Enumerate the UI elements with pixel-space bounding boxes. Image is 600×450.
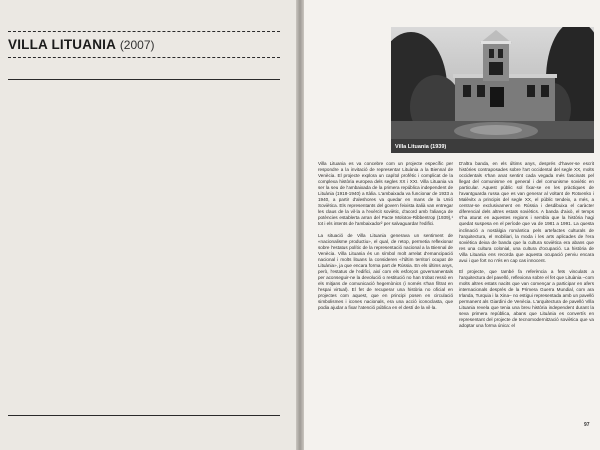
left-page: [0, 0, 299, 450]
paragraph: La situació de Villa Lituania generava un sentiment de «nacionalisme productiu», el qual, de retop, permetia reflexionar sobre l'estatus polític de la representació nacional a la Biennal de Venècia. Villa Lituania és un símbol molt arrelat d'emancipació nacional i molts lituans la consideren «l'últim territori ocupat de Lituània», ja que encara forma part de Rússia. En els últims anys, però, l'estatus de l'edifici, així com els esforços governamentals per aconseguir-ne la devolució o restitució no han trobat ressò en els mitjans de comunicació hegemònics (i només s'han filtrat en l'espai virtual). El fet de recuperar una història no oficial en projectes com aquest, que en principi posen en circulació simbolismes i icones nacionals, era una acció iconoclasta, que podia ajudar a fixar l'atenció pública en el destí de la vil·la.: [318, 232, 453, 311]
page-number: 97: [584, 422, 590, 428]
title-name: VILLA LITUANIA: [8, 37, 117, 52]
photo-caption: Villa Lituania (1939): [395, 144, 447, 150]
text-column-left: [318, 161, 453, 316]
villa-photo-image: [391, 27, 594, 153]
villa-photo: [391, 27, 594, 153]
paragraph: El projecte, que també fa referència a fets vinculats a l'arquitectura del pavelló, reflexiona sobre el fet que Lituània –com molts altres estats nacits que van començar a participar en afers internacionals després de la Primera Guerra Mundial, com ara Irlanda, Turquia i la Xina– no estigui representada amb un pavelló permanent als Giardini de Venècia. L'arquitectura de pavelló Villa Lituania revela que tenia una breu història independent durant la seva primera república, abans que Lituània es convertís en representant del projecte de tecnomodernització soviètica que va adoptar una forma única: el: [459, 268, 594, 329]
page-title: [8, 37, 155, 52]
paragraph: Villa Lituania es va concebre com un projecte específic per respondre a la invitació de representar Lituània a la Biennal de Venècia. El projecte explora un capítol profètic i complicat de la complexa història europea dels segles XX i XXI. Villa Lituania va ser la seu de l'ambaixada de la primera república independent de Lituània (1918-1940) a Itàlia. L'ambaixada va funcionar de 1933 a 1940, a partir d'aleshores va quedar en mans de la Unió Soviètica. Els representants del govern feixista italià van entregar les claus de la vil·la a l'exèrcit soviètic, d'acord amb l'aliança de potències establerta arran del Pacte Molotov-Ribbentrop (1939),¹ tot i els intents de l'ambaixador² per salvaguardar l'edifici.: [318, 161, 453, 227]
text-column-right: [459, 161, 594, 334]
left-rule-top: [8, 79, 280, 80]
title-bottom-dashed-rule: [8, 57, 280, 58]
paragraph: D'altra banda, en els últims anys, després d'haver-se escrit històries contraposades sobre l'art occidental del segle XX, molts occidentals s'han anat sentint cada vegada més fascinats pel llegat del comunisme en general i del comunisme soviètic en particular. Aquest públic sol fixar-se en les pràctiques de l'avantguarda russa que es van generar al voltant de Rotxenko i Malèvitx a principis del segle XX, el públic tendeix, a més, a centrar-se exclusivament en Rússia i desdibuixa el caràcter diferencial dels altres estats soviètics. A banda d'això, el temps s'ha aturat en aquestes regions i sembla que la història hagi quedat suspesa en el període que va de 1981 a 1991. La questa inclinació a nostàlgia romàntica pels artefactes culturals de l'arquitectura, el mobiliari, la moda i les arts aplicades de l'era soviètica deixa de banda que la cultura soviètica era abans que res una cultura colonial, una cultura d'ocupació. La història de Villa Lituania ens recorda que aquesta ocupació perviu encara avui i que fort no n'és en cap cas innocent.: [459, 161, 594, 263]
title-year: (2007): [119, 38, 155, 52]
title-top-dashed-rule: [8, 31, 280, 32]
book-gutter: [296, 0, 304, 450]
left-rule-bottom: [8, 415, 280, 416]
